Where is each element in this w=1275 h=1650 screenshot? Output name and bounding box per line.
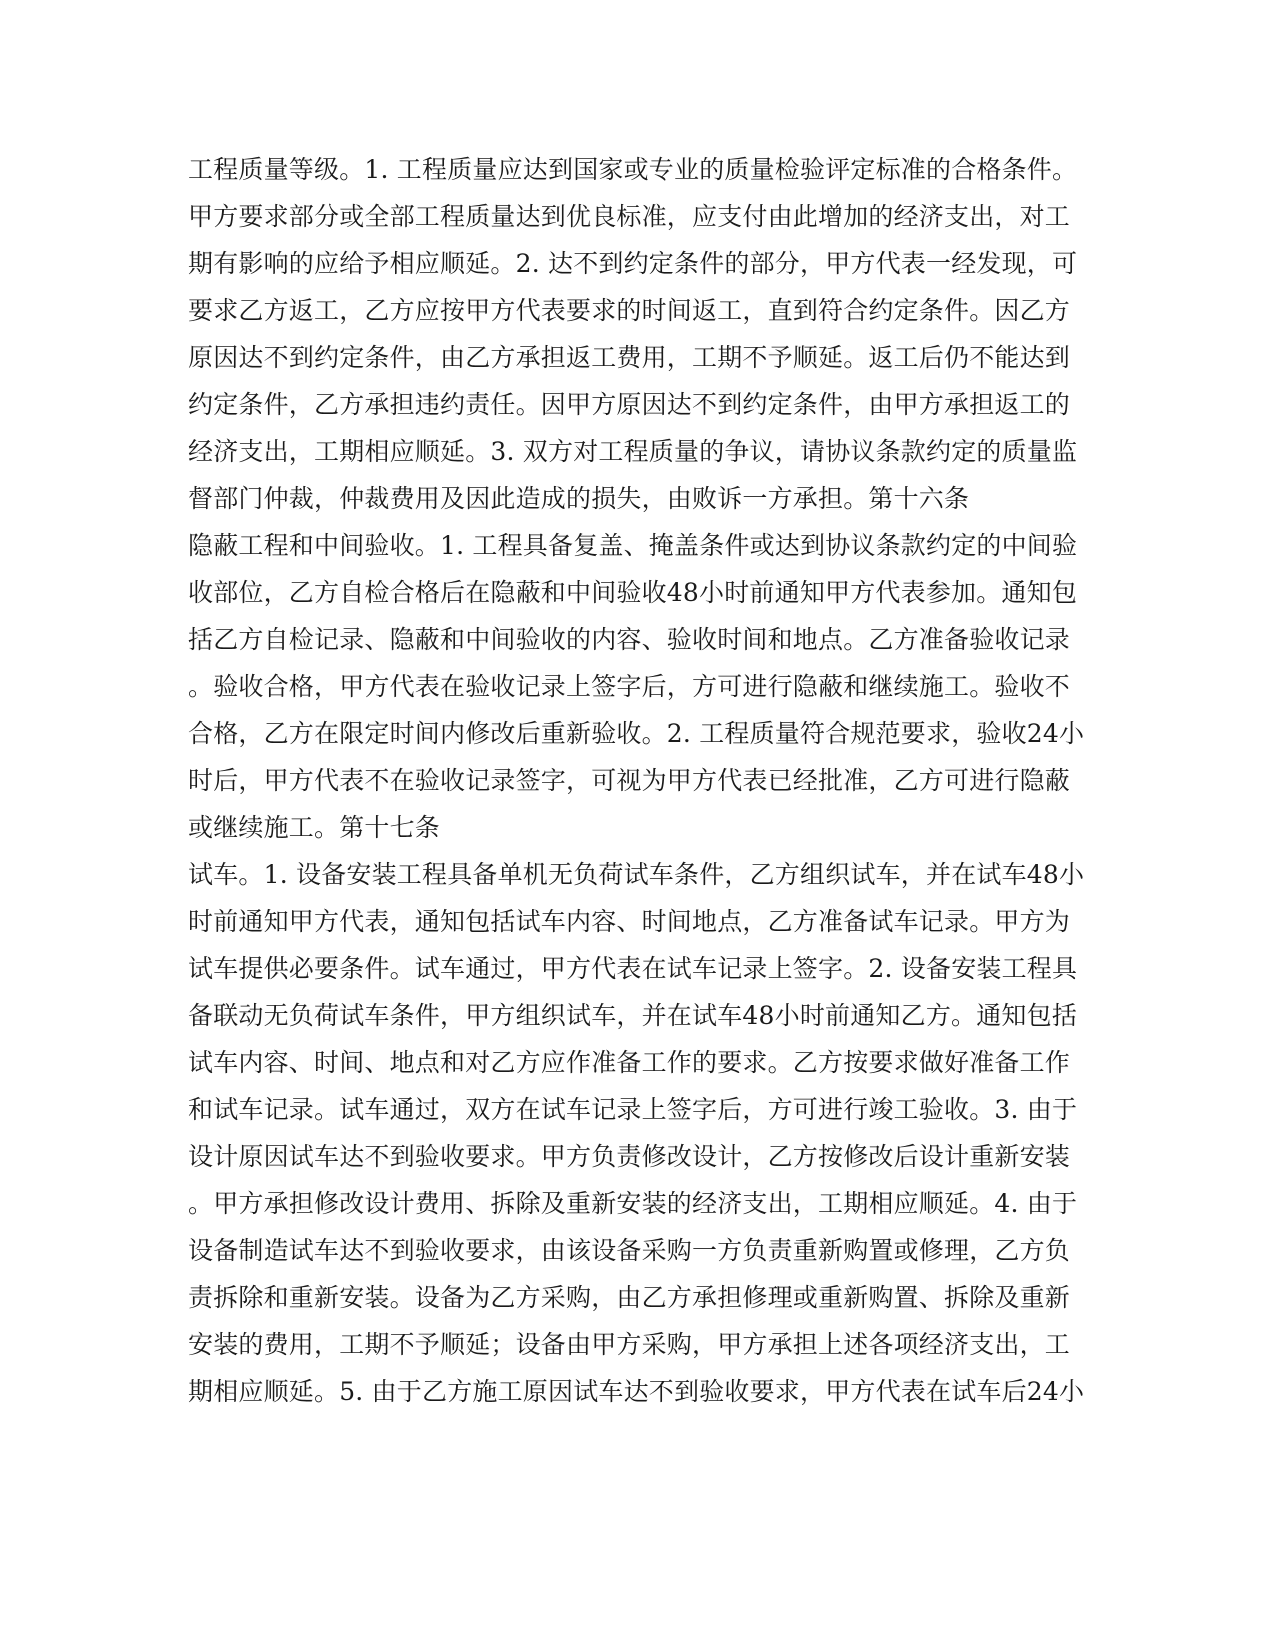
text-line: 设计原因试车达不到验收要求。甲方负责修改设计，乙方按修改后设计重新安装 [188, 1142, 1071, 1171]
text-line: 设备制造试车达不到验收要求，由该设备采购一方负责重新购置或修理，乙方负 [188, 1236, 1071, 1265]
text-line: 时后，甲方代表不在验收记录签字，可视为甲方代表已经批准，乙方可进行隐蔽 [188, 766, 1071, 795]
text-line: 甲方要求部分或全部工程质量达到优良标准，应支付由此增加的经济支出，对工 [188, 202, 1071, 231]
text-line: 隐蔽工程和中间验收。1. 工程具备复盖、掩盖条件或达到协议条款约定的中间验 [188, 531, 1078, 560]
text-line: 经济支出，工期相应顺延。3. 双方对工程质量的争议，请协议条款约定的质量监 [188, 437, 1078, 466]
text-line: 括乙方自检记录、隐蔽和中间验收的内容、验收时间和地点。乙方准备验收记录 [188, 625, 1071, 654]
text-line: 工程质量等级。1. 工程质量应达到国家或专业的质量检验评定标准的合格条件。 [188, 155, 1078, 184]
text-line: 。甲方承担修改设计费用、拆除及重新安装的经济支出，工期相应顺延。4. 由于 [188, 1189, 1078, 1218]
text-line: 备联动无负荷试车条件，甲方组织试车，并在试车48小时前通知乙方。通知包括 [188, 1001, 1078, 1030]
text-line: 要求乙方返工，乙方应按甲方代表要求的时间返工，直到符合约定条件。因乙方 [188, 296, 1071, 325]
text-line: 和试车记录。试车通过，双方在试车记录上签字后，方可进行竣工验收。3. 由于 [188, 1095, 1078, 1124]
text-line: 。验收合格，甲方代表在验收记录上签字后，方可进行隐蔽和继续施工。验收不 [188, 672, 1071, 701]
text-line: 期有影响的应给予相应顺延。2. 达不到约定条件的部分，甲方代表一经发现，可 [188, 249, 1078, 278]
text-line: 试车。1. 设备安装工程具备单机无负荷试车条件，乙方组织试车，并在试车48小 [188, 860, 1085, 889]
text-line: 时前通知甲方代表，通知包括试车内容、时间地点，乙方准备试车记录。甲方为 [188, 907, 1071, 936]
text-line: 安装的费用，工期不予顺延；设备由甲方采购，甲方承担上述各项经济支出，工 [188, 1330, 1071, 1359]
text-line: 试车提供必要条件。试车通过，甲方代表在试车记录上签字。2. 设备安装工程具 [188, 954, 1078, 983]
text-line: 期相应顺延。5. 由于乙方施工原因试车达不到验收要求，甲方代表在试车后24小 [188, 1377, 1085, 1406]
text-line: 合格，乙方在限定时间内修改后重新验收。2. 工程质量符合规范要求，验收24小 [188, 719, 1085, 748]
text-line: 试车内容、时间、地点和对乙方应作准备工作的要求。乙方按要求做好准备工作 [188, 1048, 1071, 1077]
text-line: 责拆除和重新安装。设备为乙方采购，由乙方承担修理或重新购置、拆除及重新 [188, 1283, 1071, 1312]
text-line: 约定条件，乙方承担违约责任。因甲方原因达不到约定条件，由甲方承担返工的 [188, 390, 1071, 419]
text-line: 或继续施工。第十七条 [188, 813, 441, 842]
text-line: 收部位，乙方自检合格后在隐蔽和中间验收48小时前通知甲方代表参加。通知包 [188, 578, 1078, 607]
text-line: 原因达不到约定条件，由乙方承担返工费用，工期不予顺延。返工后仍不能达到 [188, 343, 1071, 372]
text-line: 督部门仲裁，仲裁费用及因此造成的损失，由败诉一方承担。第十六条 [188, 484, 970, 513]
